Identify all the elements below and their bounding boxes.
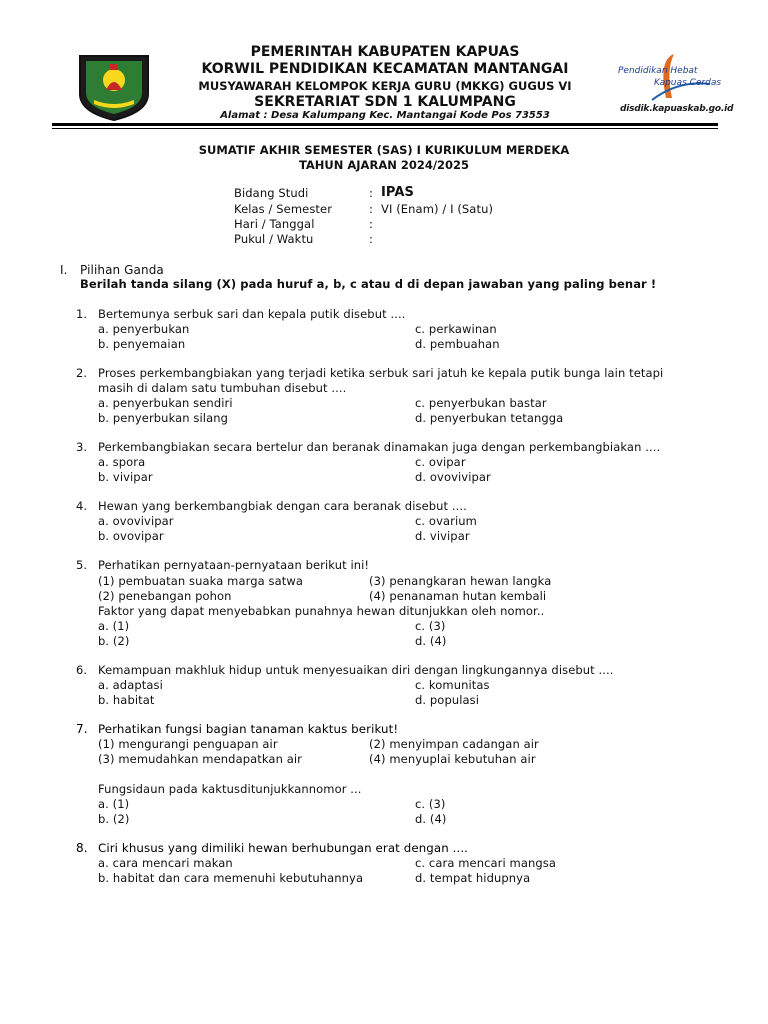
option-d: d. populasi (415, 693, 480, 707)
option-d: d. pembuahan (415, 337, 500, 351)
header-secretariat: SEKRETARIAT SDN 1 KALUMPANG (254, 94, 516, 110)
option-b: b. vivipar (98, 470, 153, 484)
statement: (4) penanaman hutan kembali (369, 589, 547, 603)
option-d: d. ovovivipar (415, 470, 491, 484)
question-prompt: Fungsidaun pada kaktusditunjukkannomor ... (98, 782, 362, 796)
statement: (1) mengurangi penguapan air (98, 737, 278, 751)
question-text: Perkembangbiakan secara bertelur dan beranak dinamakan juga dengan perkembangbiakan .... (98, 440, 661, 454)
pendidikan-hebat-logo (618, 50, 734, 122)
info-label: Pukul / Waktu (234, 232, 314, 246)
info-separator: : (369, 217, 373, 231)
option-c: c. (3) (415, 797, 446, 811)
header-divider-thick (52, 123, 718, 126)
info-separator: : (369, 232, 373, 246)
question-text: Kemampuan makhluk hidup untuk menyesuaikan diri dengan lingkungannya disebut .... (98, 663, 614, 677)
option-b: b. (2) (98, 634, 130, 648)
option-d: d. vivipar (415, 529, 470, 543)
option-b: b. habitat (98, 693, 155, 707)
question-number: 3. (76, 440, 88, 454)
header-address: Alamat : Desa Kalumpang Kec. Mantangai Kode Pos 73553 (220, 110, 550, 121)
option-b: b. ovovipar (98, 529, 164, 543)
option-c: c. ovarium (415, 514, 477, 528)
section-title: Pilihan Ganda (80, 263, 164, 277)
option-a: a. adaptasi (98, 678, 163, 692)
logo-url: disdik.kapuaskab.go.id (620, 104, 734, 114)
statement: (2) menyimpan cadangan air (369, 737, 539, 751)
question-number: 1. (76, 307, 88, 321)
info-separator: : (369, 186, 373, 200)
question-text: Perhatikan fungsi bagian tanaman kaktus berikut! (98, 722, 399, 736)
statement: (4) menyuplai kebutuhan air (369, 752, 536, 766)
question-text: masih di dalam satu tumbuhan disebut .... (98, 381, 347, 395)
info-value: IPAS (381, 185, 414, 200)
option-a: a. ovovivipar (98, 514, 174, 528)
option-a: a. penyerbukan (98, 322, 190, 336)
info-label: Bidang Studi (234, 186, 309, 200)
option-a: a. spora (98, 455, 146, 469)
exam-title: SUMATIF AKHIR SEMESTER (SAS) I KURIKULUM MERDEKA (198, 143, 570, 157)
option-c: c. perkawinan (415, 322, 497, 336)
option-c: c. cara mencari mangsa (415, 856, 557, 870)
section-number: I. (60, 263, 68, 277)
academic-year: TAHUN AJARAN 2024/2025 (298, 158, 470, 172)
section-instruction: Berilah tanda silang (X) pada huruf a, b, c atau d di depan jawaban yang paling benar ! (80, 277, 657, 291)
question-number: 7. (76, 722, 88, 736)
option-d: d. penyerbukan tetangga (415, 411, 564, 425)
info-value: VI (Enam) / I (Satu) (381, 202, 494, 216)
info-label: Hari / Tanggal (234, 217, 315, 231)
kapuas-emblem-logo (76, 50, 152, 122)
option-c: c. komunitas (415, 678, 490, 692)
question-text: Bertemunya serbuk sari dan kepala putik disebut .... (98, 307, 406, 321)
statement: (3) memudahkan mendapatkan air (98, 752, 302, 766)
question-text: Proses perkembangbiakan yang terjadi ketika serbuk sari jatuh ke kepala putik bunga lain tetapi (98, 366, 664, 380)
logo-text-cerdas: Kapuas Cerdas (654, 78, 722, 88)
logo-swoosh-icon (618, 50, 718, 102)
option-b: b. penyerbukan silang (98, 411, 229, 425)
option-d: d. (4) (415, 812, 447, 826)
statement: (3) penangkaran hewan langka (369, 574, 552, 588)
logo-text-hebat: Pendidikan Hebat (618, 66, 698, 76)
option-b: b. penyemaian (98, 337, 186, 351)
question-number: 4. (76, 499, 88, 513)
info-label: Kelas / Semester (234, 202, 333, 216)
question-number: 2. (76, 366, 88, 380)
question-number: 8. (76, 841, 88, 855)
option-a: a. penyerbukan sendiri (98, 396, 233, 410)
option-b: b. habitat dan cara memenuhi kebutuhannya (98, 871, 364, 885)
question-number: 6. (76, 663, 88, 677)
option-c: c. ovipar (415, 455, 466, 469)
option-a: a. (1) (98, 797, 130, 811)
question-text: Ciri khusus yang dimiliki hewan berhubungan erat dengan .... (98, 841, 469, 855)
question-text: Perhatikan pernyataan-pernyataan berikut ini! (98, 558, 370, 572)
header-mkkg: MUSYAWARAH KELOMPOK KERJA GURU (MKKG) GUGUS VI (198, 79, 572, 93)
header-government: PEMERINTAH KABUPATEN KAPUAS (250, 44, 520, 60)
statement: (2) penebangan pohon (98, 589, 232, 603)
option-c: c. (3) (415, 619, 446, 633)
option-a: a. cara mencari makan (98, 856, 233, 870)
option-d: d. tempat hidupnya (415, 871, 531, 885)
statement: (1) pembuatan suaka marga satwa (98, 574, 304, 588)
question-prompt: Faktor yang dapat menyebabkan punahnya hewan ditunjukkan oleh nomor.. (98, 604, 545, 618)
header-korwil: KORWIL PENDIDIKAN KECAMATAN MANTANGAI (201, 61, 569, 77)
option-a: a. (1) (98, 619, 130, 633)
question-number: 5. (76, 558, 88, 572)
info-separator: : (369, 202, 373, 216)
option-d: d. (4) (415, 634, 447, 648)
question-text: Hewan yang berkembangbiak dengan cara beranak disebut .... (98, 499, 467, 513)
header-divider-thin (52, 128, 718, 129)
option-c: c. penyerbukan bastar (415, 396, 547, 410)
option-b: b. (2) (98, 812, 130, 826)
